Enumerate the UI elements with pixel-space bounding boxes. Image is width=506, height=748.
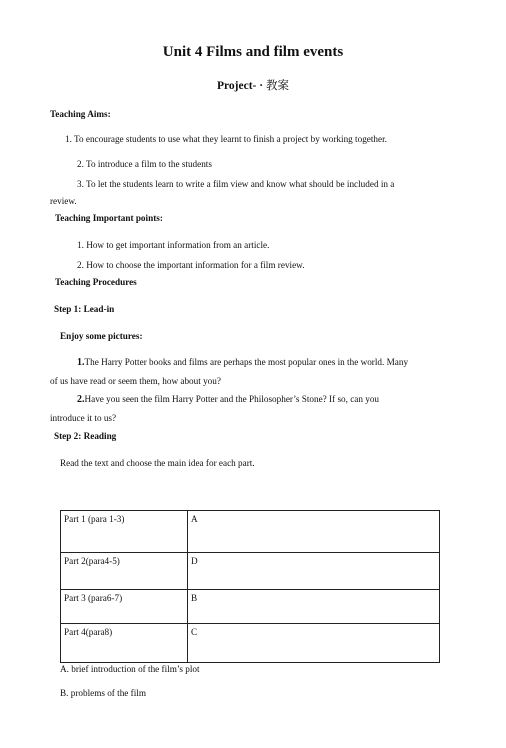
point-item-2: 2. How to choose the important information for a film review. <box>77 260 305 270</box>
part-cell: Part 2(para4-5) <box>61 553 188 590</box>
subtitle-prefix: Project- · <box>217 80 266 92</box>
step1-subheading: Enjoy some pictures: <box>60 331 143 341</box>
option-a: A. brief introduction of the film’s plot <box>60 664 200 674</box>
important-points-heading: Teaching Important points: <box>55 213 163 223</box>
question-1-line-1 <box>77 357 408 368</box>
document-title: Unit 4 Films and film events <box>162 44 344 60</box>
question-2-line-1 <box>77 394 379 405</box>
part-cell: Part 4(para8) <box>61 624 188 663</box>
table-row <box>61 511 440 553</box>
parts-table <box>60 510 440 663</box>
table-row <box>61 553 440 590</box>
question-2-text: Have you seen the film Harry Potter and the Philosopher’s Stone? If so, can you <box>84 394 380 404</box>
question-2-number: 2. <box>77 394 85 405</box>
answer-cell: A <box>188 511 440 553</box>
point-item-1: 1. How to get important information from an article. <box>77 240 270 250</box>
aim-item-3-continued: review. <box>50 196 77 206</box>
step2-instruction: Read the text and choose the main idea for each part. <box>60 458 255 468</box>
question-2-line-2: introduce it to us? <box>50 413 117 423</box>
aim-item-1: 1. To encourage students to use what they learnt to finish a project by working together. <box>65 134 387 144</box>
table-row <box>61 590 440 624</box>
option-b: B. problems of the film <box>60 688 146 698</box>
question-1-line-2: of us have read or seem them, how about you? <box>50 376 221 386</box>
step1-heading: Step 1: Lead-in <box>54 304 115 314</box>
answer-cell: B <box>188 590 440 624</box>
teaching-aims-heading: Teaching Aims: <box>50 109 111 119</box>
procedures-heading: Teaching Procedures <box>55 277 137 287</box>
aim-item-2: 2. To introduce a film to the students <box>77 159 212 169</box>
aim-item-3: 3. To let the students learn to write a film view and know what should be included in a <box>77 179 395 189</box>
answer-cell: D <box>188 553 440 590</box>
subtitle-chinese: 教案 <box>265 80 289 92</box>
document-subtitle <box>0 77 506 93</box>
table-row <box>61 624 440 663</box>
question-1-number: 1. <box>77 357 85 368</box>
step2-heading: Step 2: Reading <box>54 431 117 441</box>
question-1-text: The Harry Potter books and films are perhaps the most popular ones in the world. Many <box>84 357 409 367</box>
part-cell: Part 3 (para6-7) <box>61 590 188 624</box>
part-cell: Part 1 (para 1-3) <box>61 511 188 553</box>
answer-cell: C <box>188 624 440 663</box>
